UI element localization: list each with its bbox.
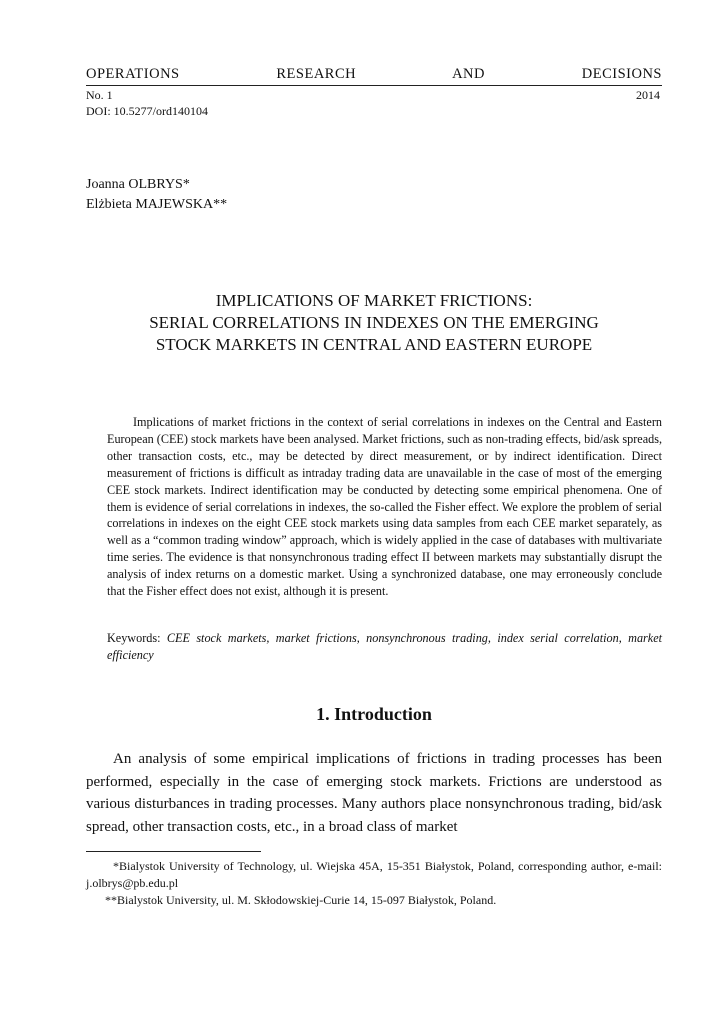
header-rule (86, 85, 662, 86)
paper-page (86, 0, 662, 1024)
paper-title (86, 290, 662, 356)
doi[interactable]: DOI: 10.5277/ord140104 (86, 104, 208, 118)
footnotes (86, 858, 662, 909)
issue-year: 2014 (636, 88, 660, 102)
paper-title-line: SERIAL CORRELATIONS IN INDEXES ON THE EMERGING (149, 313, 599, 332)
body-paragraph: An analysis of some empirical implications of frictions in trading processes has been performed, especially in the case of emerging stock markets. Frictions are understood as various disturbances in trading processes. Many authors place nonsynchronous trading, bid/ask spread, other transaction costs, etc., in a broad class of market (86, 751, 662, 835)
author-name: Elżbieta MAJEWSKA** (86, 197, 228, 212)
keywords-list: CEE stock markets, market frictions, nonsynchronous trading, index serial correlation, market efficiency (107, 631, 662, 662)
author-list (86, 175, 227, 215)
issue-line (86, 88, 662, 103)
keywords-label: Keywords: (107, 631, 167, 645)
paper-title-line: IMPLICATIONS OF MARKET FRICTIONS: (215, 291, 533, 310)
paper-title-line: STOCK MARKETS IN CENTRAL AND EASTERN EUROPE (155, 335, 593, 354)
section-heading: 1. Introduction (316, 704, 432, 724)
issue-number: No. 1 (86, 88, 113, 102)
keywords (107, 630, 662, 664)
journal-title: OPERATIONS RESEARCH AND DECISIONS (86, 66, 662, 82)
footnote-rule (86, 851, 261, 852)
footnote-affiliation: *Bialystok University of Technology, ul. Wiejska 45A, 15-351 Białystok, Poland, corresponding author, e-mail: j.olbrys@pb.edu.pl (86, 859, 662, 890)
author-name: Joanna OLBRYS* (86, 177, 190, 192)
footnote-affiliation: **Bialystok University, ul. M. Skłodowskiej-Curie 14, 15-097 Białystok, Poland. (105, 893, 497, 907)
abstract: Implications of market frictions in the context of serial correlations in indexes on the Central and Eastern European (CEE) stock markets have been analysed. Market frictions, such as non-trading effects, bid/ask spreads, other transaction costs, etc., may be detected by direct measurement, or by indirect identification. Direct measurement of frictions is difficult as intraday trading data are unavailable in the case of most of the emerging CEE stock markets. Indirect identification may be conducted by detecting some empirical phenomena. One of them is evidence of serial correlations in indexes, the so-called the Fisher effect. We explore the problem of serial correlations in indexes on the eight CEE stock markets using data samples from each CEE market separately, as well as a “common trading window” approach, which is widely applied in the case of databases with multivariate time series. The evidence is that nonsynchronous trading effect II between markets may substantially disrupt the analysis of index returns on a domestic market. Using a synchronized database, one may erroneously conclude that the Fisher effect does not exist, although it is present. (107, 415, 662, 599)
